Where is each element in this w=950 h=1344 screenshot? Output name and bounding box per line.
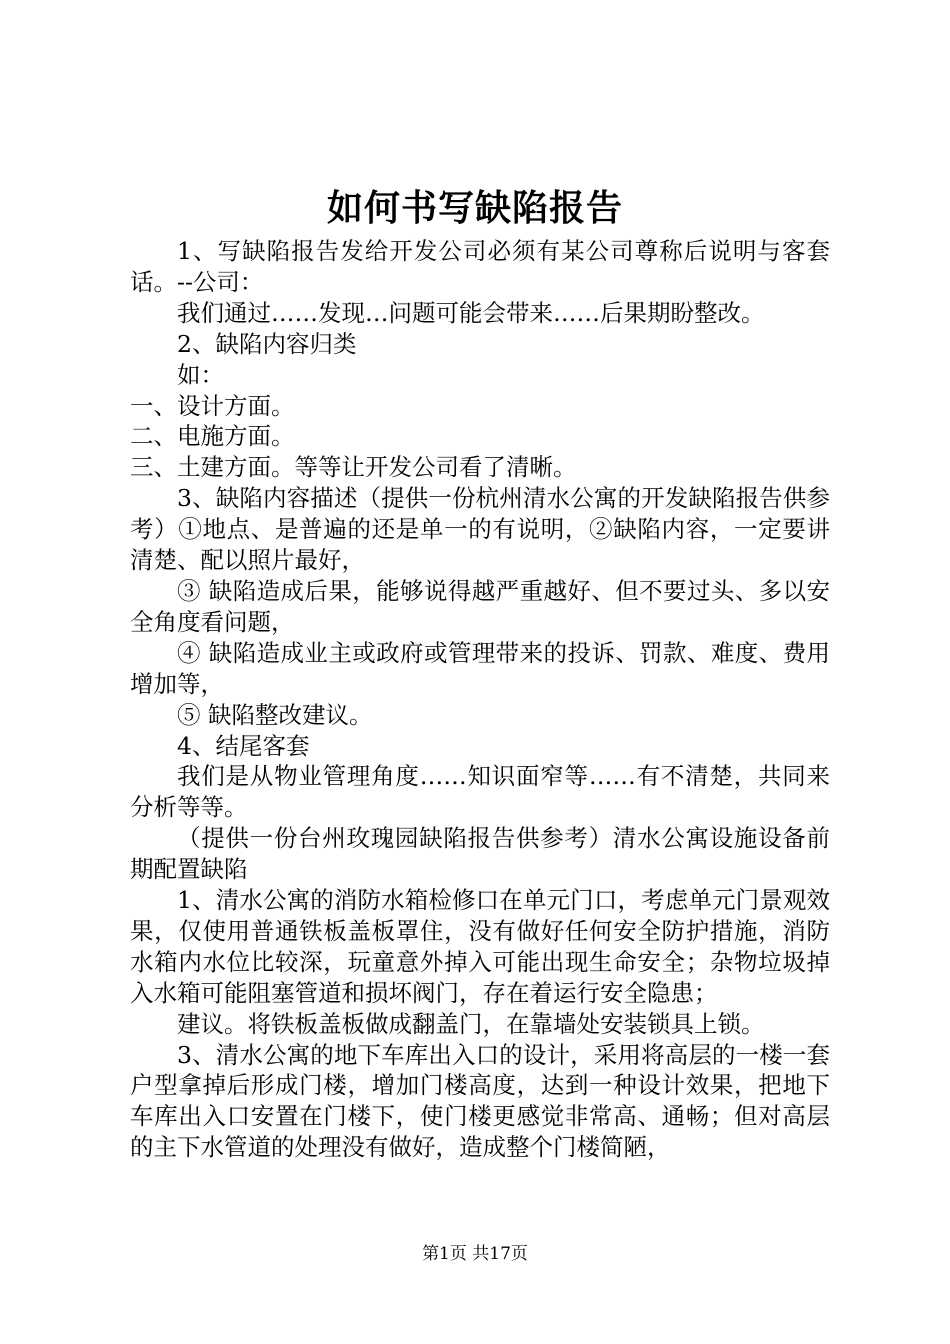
paragraph: 一、设计方面。 — [130, 391, 295, 420]
paragraph: ⑤ 缺陷整改建议。 — [177, 700, 373, 729]
paragraph: ④ 缺陷造成业主或政府或管理带来的投诉、罚款、难度、费用增加等， — [130, 638, 830, 698]
paragraph: 2、缺陷内容归类 — [177, 329, 357, 358]
paragraph: 1、清水公寓的消防水箱检修口在单元门口，考虑单元门景观效果，仅使用普通铁板盖板罩住，没有做好任何安全防护措施，消防水箱内水位比较深，玩童意外掉入可能出现生命安全；杂物垃圾掉入水箱可能阻塞管道和损坏阀门，存在着运行安全隐患； — [130, 886, 830, 1007]
page-footer: 第1页 共17页 — [422, 1244, 528, 1264]
paragraph: 如： — [177, 360, 224, 389]
paragraph: （提供一份台州玫瑰园缺陷报告供参考）清水公寓设施设备前期配置缺陷 — [130, 824, 830, 884]
document-title: 如何书写缺陷报告 — [326, 187, 623, 229]
paragraph: 3、缺陷内容描述（提供一份杭州清水公寓的开发缺陷报告供参考）①地点、是普遍的还是单一的有说明，②缺陷内容，一定要讲清楚、配以照片最好， — [130, 484, 830, 575]
paragraph: 建议。将铁板盖板做成翻盖门，在靠墙处安装锁具上锁。 — [177, 1009, 765, 1038]
paragraph: ③ 缺陷造成后果，能够说得越严重越好、但不要过头、多以安全角度看问题， — [130, 576, 830, 636]
document-body — [130, 236, 830, 1163]
paragraph: 我们是从物业管理角度……知识面窄等……有不清楚，共同来分析等等。 — [130, 762, 830, 822]
paragraph: 我们通过……发现…问题可能会带来……后果期盼整改。 — [177, 298, 765, 327]
paragraph: 1、写缺陷报告发给开发公司必须有某公司尊称后说明与客套话。--公司： — [130, 237, 830, 296]
paragraph: 4、结尾客套 — [177, 731, 310, 760]
paragraph: 3、清水公寓的地下车库出入口的设计，采用将高层的一楼一套户型拿掉后形成门楼，增加门楼高度，达到一种设计效果，把地下车库出入口安置在门楼下，使门楼更感觉非常高、通畅；但对高层的主下水管道的处理没有做好，造成整个门楼简陋， — [130, 1040, 830, 1162]
paragraph: 三、土建方面。等等让开发公司看了清晰。 — [130, 453, 577, 482]
paragraph: 二、电施方面。 — [130, 422, 295, 451]
